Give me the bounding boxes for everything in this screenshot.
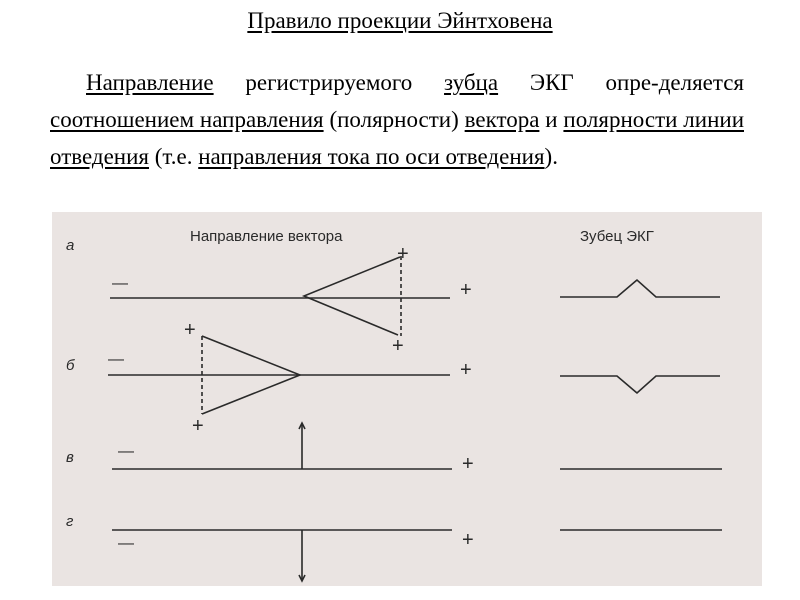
- text-segment: ЭКГ опре-деляется: [498, 70, 744, 95]
- text-segment: вектора: [464, 107, 540, 132]
- row-label-g: г: [66, 513, 74, 530]
- text-segment: и: [539, 107, 564, 132]
- plus-sign: +: [392, 335, 404, 357]
- minus-sign: —: [112, 275, 128, 292]
- text-segment: регистрируемого: [213, 70, 445, 95]
- minus-sign: —: [118, 443, 134, 460]
- text-segment: ).: [544, 144, 558, 169]
- text-segment: (полярности): [323, 107, 465, 132]
- vector-direction-header: Направление вектора: [190, 228, 343, 245]
- text-segment: полярности линии отведения: [50, 107, 744, 169]
- minus-sign: —: [118, 535, 134, 552]
- main-paragraph: [50, 64, 744, 175]
- ecg-wave-positive: [560, 280, 720, 297]
- ecg-wave-header: Зубец ЭКГ: [580, 228, 654, 245]
- row-label-a: а: [66, 237, 75, 254]
- text-segment: зубца: [444, 70, 499, 95]
- row-label-b: б: [66, 357, 75, 374]
- vector-arrow: [304, 257, 400, 335]
- plus-sign: +: [184, 319, 196, 341]
- text-segment: направления тока по оси отведения: [198, 144, 545, 169]
- figure-svg: [52, 212, 762, 586]
- page-title: Правило проекции Эйнтховена: [247, 8, 553, 33]
- text-segment: соотношением направления: [50, 107, 324, 132]
- ecg-wave-negative: [560, 376, 720, 393]
- plus-sign: +: [462, 453, 474, 475]
- text-segment: Направление: [86, 70, 214, 95]
- text-segment: (т.е.: [149, 144, 199, 169]
- plus-sign: +: [192, 415, 204, 437]
- minus-sign: —: [108, 351, 124, 368]
- plus-sign: +: [460, 359, 472, 381]
- einthoven-figure: [52, 212, 762, 586]
- plus-sign: +: [462, 529, 474, 551]
- plus-sign: +: [460, 279, 472, 301]
- plus-sign: +: [397, 243, 409, 265]
- row-label-v: в: [66, 449, 74, 466]
